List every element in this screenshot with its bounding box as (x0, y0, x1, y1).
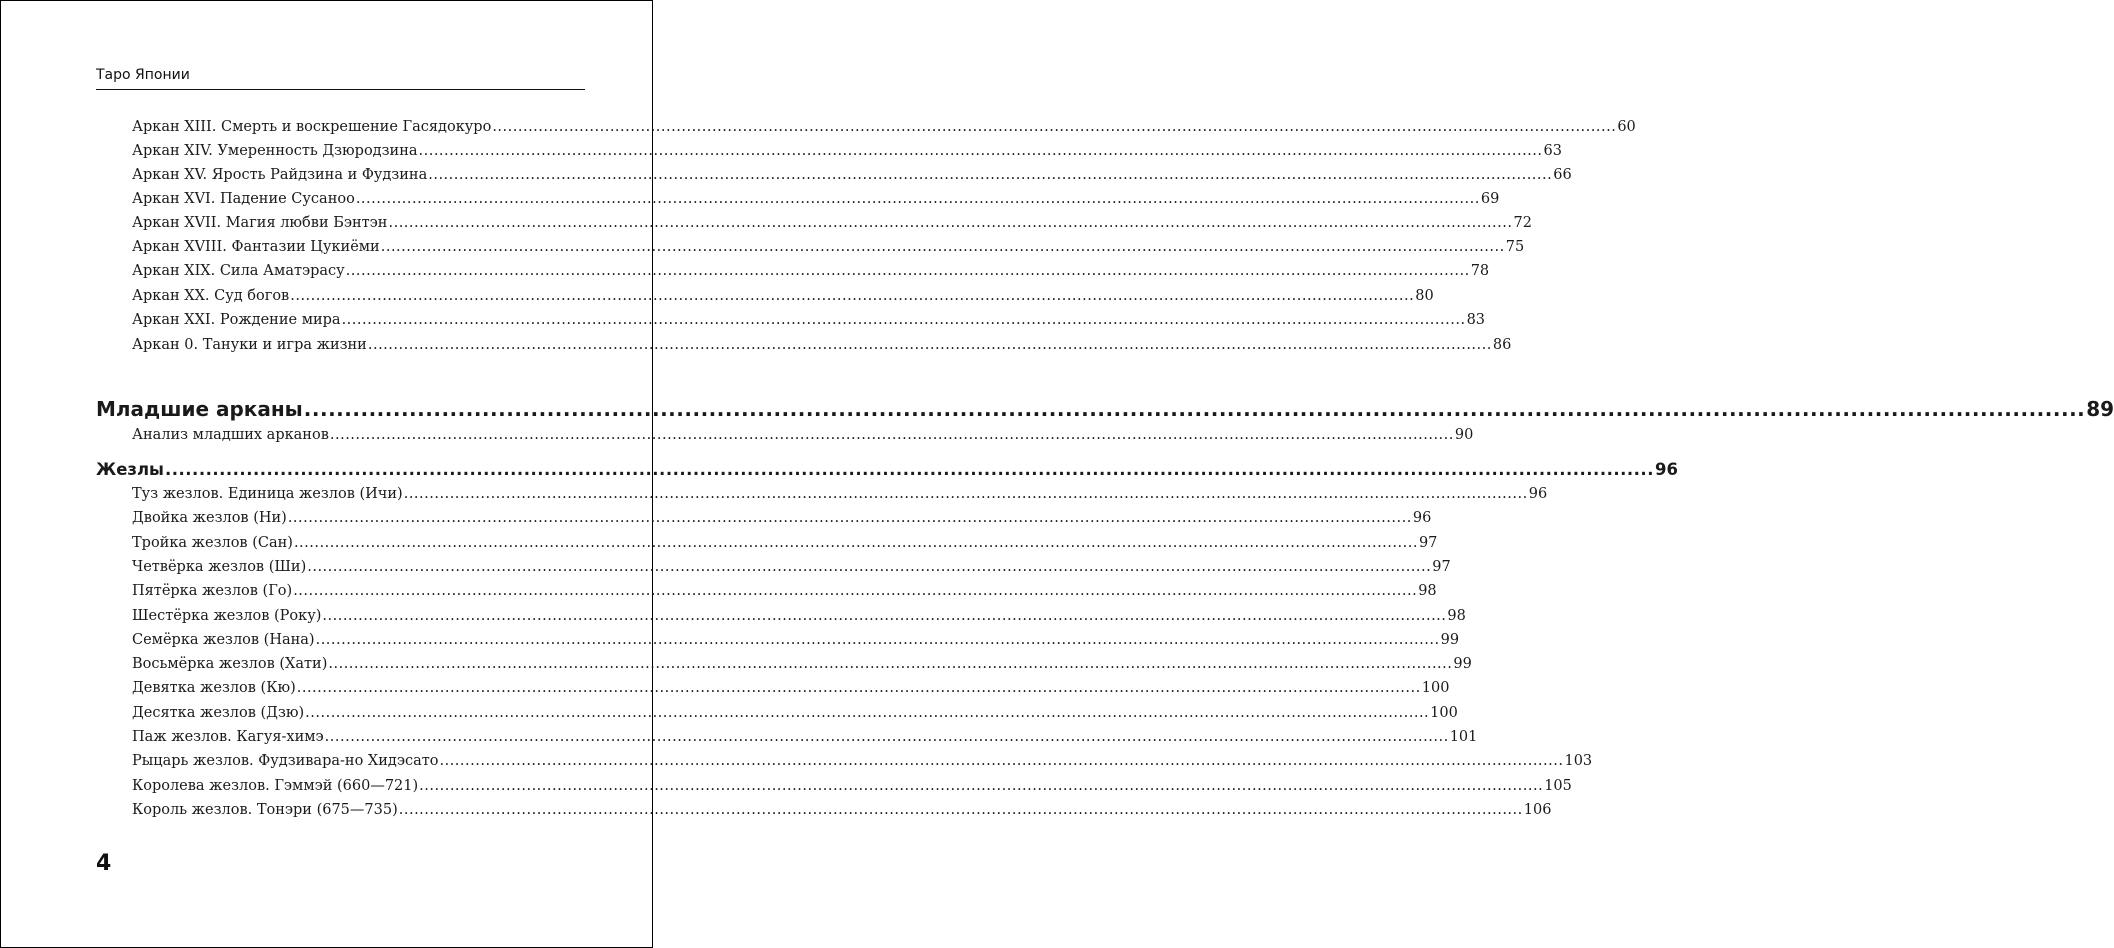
dot-leader: ............................................................................................................................................................................................................................ (324, 729, 1449, 745)
toc-entry (132, 680, 1450, 696)
dot-leader: ............................................................................................................................................................................................................................ (287, 510, 1412, 526)
toc-entry-title: Восьмёрка жезлов (Хати) (132, 656, 328, 672)
toc-entry (132, 583, 1437, 599)
dot-leader: ............................................................................................................................................................................................................................ (307, 559, 1432, 575)
toc-entry (132, 632, 1460, 648)
toc-entry-title: Аркан XXI. Рождение мира (132, 312, 341, 328)
toc-entry (132, 705, 1458, 721)
toc-entry-page: 97 (1418, 535, 1438, 551)
toc-entry-page: 98 (1447, 608, 1466, 624)
toc-entry-page: 103 (1564, 753, 1593, 769)
toc-entry (132, 263, 1490, 279)
dot-leader: ............................................................................................................................................................................................................................ (355, 191, 1480, 207)
toc-entry-page: 63 (1543, 143, 1562, 159)
toc-entry-page: 78 (1470, 263, 1490, 279)
dot-leader: ............................................................................................................................................................................................................................ (305, 705, 1430, 721)
toc-entry-title: Аркан XIII. Смерть и воскрешение Гасядокуро (132, 119, 492, 135)
toc-entry (132, 802, 1552, 818)
toc-entry-page: 66 (1553, 167, 1572, 183)
toc-entry (132, 337, 1512, 353)
dot-leader: ............................................................................................................................................................................................................................ (419, 778, 1544, 794)
dot-leader: ............................................................................................................................................................................................................................ (428, 167, 1553, 183)
dot-leader: ............................................................................................................................................................................................................................ (293, 535, 1418, 551)
dot-leader: ............................................................................................................................................................................................................................ (341, 312, 1466, 328)
toc-entry-page: 101 (1449, 729, 1478, 745)
toc-entry (132, 119, 1636, 135)
toc-entry (132, 778, 1572, 794)
dot-leader: ............................................................................................................................................................................................................................ (328, 656, 1453, 672)
toc-entry-page: 90 (1454, 427, 1474, 443)
toc-entry-page: 72 (1513, 215, 1532, 231)
toc-entry-title: Двойка жезлов (Ни) (132, 510, 287, 526)
toc-entry-page: 96 (1654, 460, 1678, 479)
toc-entry-page: 89 (2086, 397, 2114, 421)
toc-entry-title: Аркан XVII. Магия любви Бэнтэн (132, 215, 388, 231)
toc-entry (132, 215, 1532, 231)
toc-entry (132, 753, 1593, 769)
toc-entry-title: Аркан XIV. Умеренность Дзюродзина (132, 143, 418, 159)
dot-leader: ............................................................................................................................................................................................................................ (345, 263, 1470, 279)
toc-entry-title: Пятёрка жезлов (Го) (132, 583, 293, 599)
toc-entry (132, 559, 1451, 575)
toc-entry-page: 96 (1528, 486, 1548, 502)
dot-leader: ............................................................................................................................................................................................................................ (290, 288, 1415, 304)
toc-subsection-heading (96, 460, 1678, 479)
toc-section-heading (96, 397, 2114, 421)
dot-leader: ............................................................................................................................................................................................................................ (388, 215, 1513, 231)
toc-entry-page: 80 (1415, 288, 1434, 304)
toc-entry-page: 86 (1492, 337, 1512, 353)
toc-entry-page: 98 (1418, 583, 1437, 599)
dot-leader: ............................................................................................................................................................................................................................ (398, 802, 1523, 818)
toc-entry-title: Аркан XVI. Падение Сусаноо (132, 191, 355, 207)
dot-leader: ............................................................................................................................................................................................................................ (293, 583, 1418, 599)
dot-leader: ............................................................................................................................................................................................................................ (418, 143, 1543, 159)
toc-entry (132, 608, 1466, 624)
toc-entry-page: 100 (1421, 680, 1450, 696)
dot-leader: ............................................................................................................................................................................................................................ (296, 680, 1421, 696)
toc-entry-title: Аркан XVIII. Фантазии Цукиёми (132, 239, 380, 255)
toc-entry-page: 99 (1453, 656, 1472, 672)
toc-entry (132, 729, 1478, 745)
dot-leader: ............................................................................................................................................................................................................................ (439, 753, 1564, 769)
dot-leader: ............................................................................................................................................................................................................................ (322, 608, 1447, 624)
toc-entry-title: Десятка жезлов (Дзю) (132, 705, 305, 721)
toc-entry (132, 191, 1500, 207)
toc-entry (132, 486, 1548, 502)
toc-entry (132, 656, 1472, 672)
toc-entry-title: Девятка жезлов (Кю) (132, 680, 296, 696)
dot-leader: ............................................................................................................................................................................................................................ (315, 632, 1440, 648)
toc-entry (132, 239, 1525, 255)
toc-entry-page: 69 (1480, 191, 1500, 207)
dot-leader: ............................................................................................................................................................................................................................ (303, 397, 2086, 421)
toc-entry-title: Аркан XX. Суд богов (132, 288, 290, 304)
running-head: Таро Японии (96, 67, 190, 83)
toc-entry (132, 510, 1432, 526)
toc-entry-title: Туз жезлов. Единица жезлов (Ичи) (132, 486, 403, 502)
toc-entry (132, 312, 1486, 328)
toc-entry-title: Аркан XIX. Сила Аматэрасу (132, 263, 345, 279)
toc-entry-title: Младшие арканы (96, 397, 303, 421)
toc-entry (132, 427, 1474, 443)
toc-entry-title: Тройка жезлов (Сан) (132, 535, 293, 551)
toc-entry-title: Рыцарь жезлов. Фудзивара-но Хидэсато (132, 753, 439, 769)
toc-entry-page: 97 (1432, 559, 1451, 575)
toc-entry-page: 105 (1544, 778, 1572, 794)
toc-entry-page: 106 (1523, 802, 1552, 818)
toc-entry-page: 96 (1412, 510, 1432, 526)
toc-entry-page: 100 (1430, 705, 1458, 721)
toc-entry-title: Четвёрка жезлов (Ши) (132, 559, 307, 575)
toc-entry-title: Король жезлов. Тонэри (675—735) (132, 802, 398, 818)
toc-entry-page: 99 (1440, 632, 1460, 648)
toc-entry-title: Аркан XV. Ярость Райдзина и Фудзина (132, 167, 428, 183)
toc-entry-title: Аркан 0. Тануки и игра жизни (132, 337, 367, 353)
dot-leader: ............................................................................................................................................................................................................................ (492, 119, 1617, 135)
toc-entry-title: Паж жезлов. Кагуя-химэ (132, 729, 324, 745)
toc-entry (132, 143, 1562, 159)
toc-entry-title: Анализ младших арканов (132, 427, 329, 443)
header-rule (96, 89, 585, 90)
dot-leader: ............................................................................................................................................................................................................................ (164, 460, 1654, 479)
toc-entry-title: Шестёрка жезлов (Року) (132, 608, 322, 624)
toc-entry-title: Королева жезлов. Гэммэй (660—721) (132, 778, 419, 794)
dot-leader: ............................................................................................................................................................................................................................ (329, 427, 1454, 443)
dot-leader: ............................................................................................................................................................................................................................ (380, 239, 1505, 255)
toc-entry-page: 60 (1617, 119, 1636, 135)
page-number: 4 (96, 851, 112, 876)
toc-entry (132, 167, 1572, 183)
toc-entry-page: 75 (1505, 239, 1525, 255)
toc-entry-page: 83 (1466, 312, 1486, 328)
dot-leader: ............................................................................................................................................................................................................................ (403, 486, 1528, 502)
toc-entry (132, 288, 1434, 304)
toc-entry-title: Жезлы (96, 460, 164, 479)
toc-entry-title: Семёрка жезлов (Нана) (132, 632, 315, 648)
dot-leader: ............................................................................................................................................................................................................................ (367, 337, 1492, 353)
toc-entry (132, 535, 1438, 551)
